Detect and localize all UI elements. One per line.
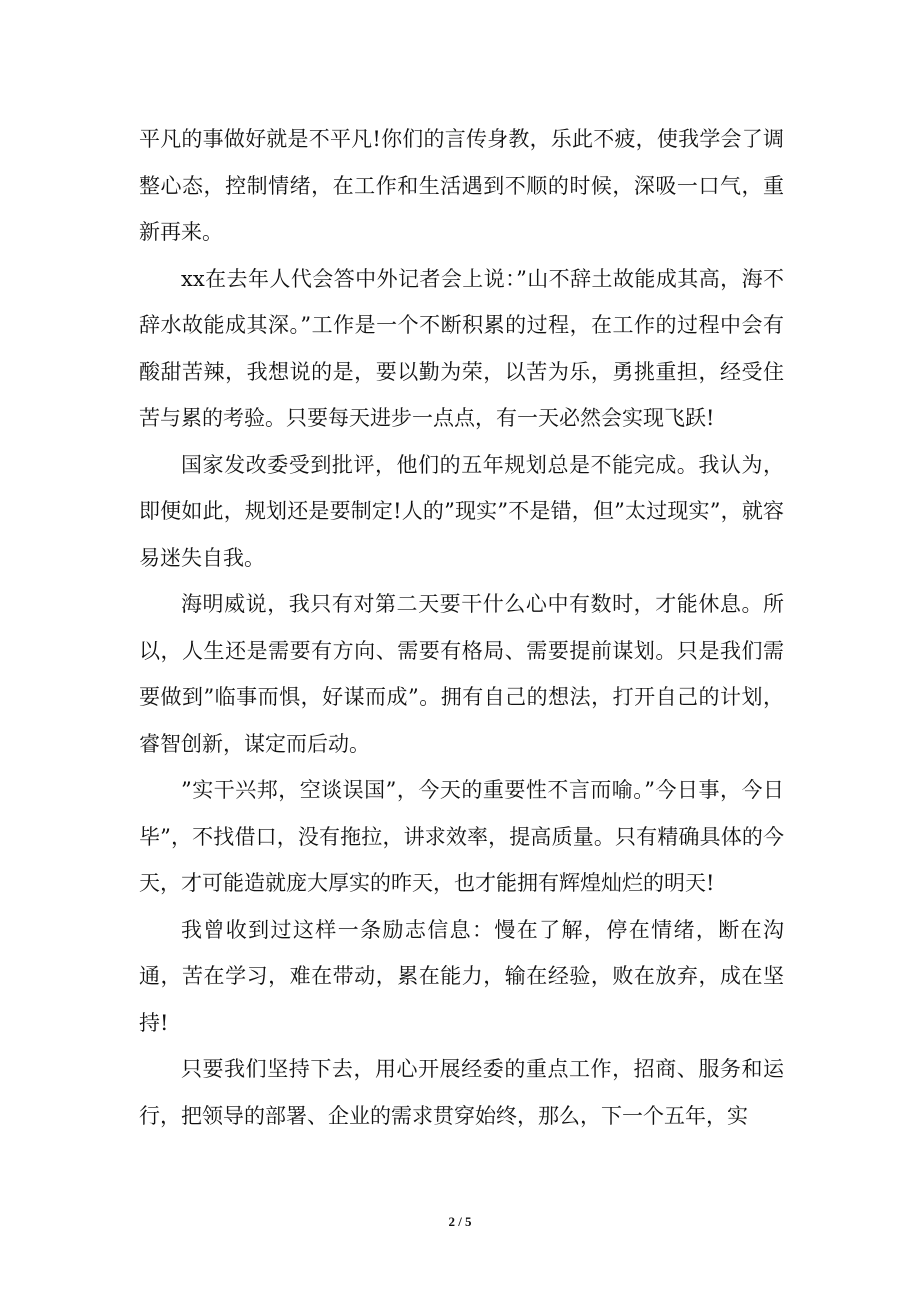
paragraph-6: 我曾收到过这样一条励志信息：慢在了解，停在情绪，断在沟通，苦在学习，难在带动，累在能力，输在经验，败在放弃，成在坚持! [139,917,784,1035]
paragraph-1: 平凡的事做好就是不平凡!你们的言传身教，乐此不疲，使我学会了调整心态，控制情绪，在工作和生活遇到不顺的时候，深吸一口气，重新再来。 [139,127,784,244]
paragraph-3: 国家发改委受到批评，他们的五年规划总是不能完成。我认为，即便如此，规划还是要制定!人的”现实”不是错，但”太过现实”，就容易迷失自我。 [139,452,784,570]
page-number: 2 / 5 [448,1214,472,1229]
paragraph-5: ”实干兴邦，空谈误国”，今天的重要性不言而喻。”今日事，今日毕”，不找借口，没有拖拉，讲求效率，提高质量。只有精确具体的今天，才可能造就庞大厚实的昨天，也才能拥有辉煌灿烂的明天! [139,778,784,895]
paragraph-7: 只要我们坚持下去，用心开展经委的重点工作，招商、服务和运行，把领导的部署、企业的需求贯穿始终，那么，下一个五年，实 [139,1057,784,1128]
body-text [139,116,784,1139]
paragraph-4: 海明威说，我只有对第二天要干什么心中有数时，才能休息。所以，人生还是需要有方向、需要有格局、需要提前谋划。只是我们需要做到”临事而惧，好谋而成”。拥有自己的想法，打开自己的计划，睿智创新，谋定而后动。 [139,592,784,756]
paragraph-2: xx在去年人代会答中外记者会上说：”山不辞土故能成其高，海不辞水故能成其深。”工作是一个不断积累的过程，在工作的过程中会有酸甜苦辣，我想说的是，要以勤为荣，以苦为乐，勇挑重担，经受住苦与累的考验。只要每天进步一点点，有一天必然会实现飞跃! [139,266,784,430]
